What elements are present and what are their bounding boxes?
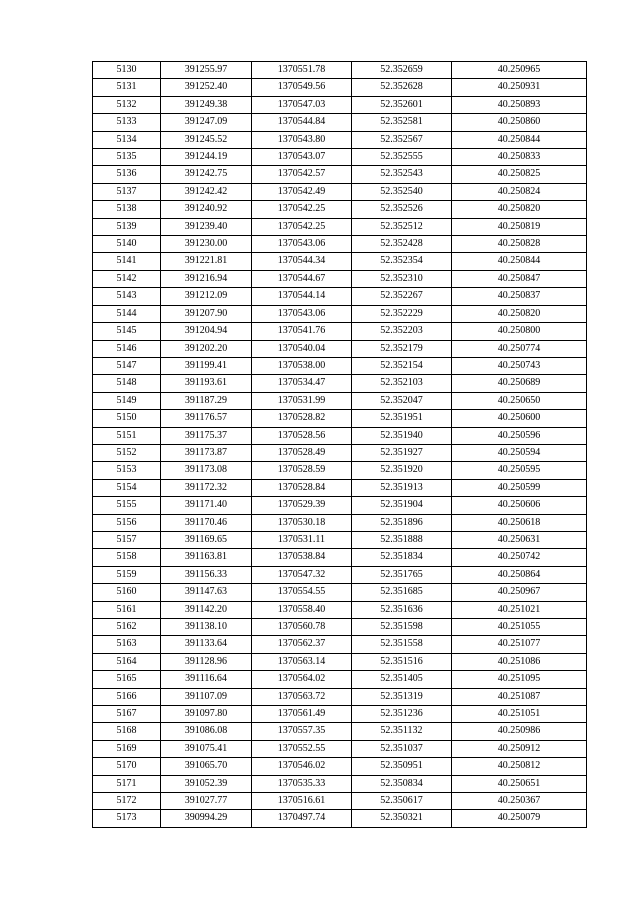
latitude-cell: 52.352555 bbox=[352, 149, 452, 166]
point-number-cell: 5133 bbox=[93, 114, 161, 131]
x-coordinate-cell: 391204.94 bbox=[161, 323, 252, 340]
latitude-cell: 52.352203 bbox=[352, 323, 452, 340]
longitude-cell: 40.250825 bbox=[452, 166, 587, 183]
longitude-cell: 40.250860 bbox=[452, 114, 587, 131]
latitude-cell: 52.351598 bbox=[352, 619, 452, 636]
y-coordinate-cell: 1370542.25 bbox=[252, 201, 352, 218]
table-row bbox=[93, 601, 587, 618]
y-coordinate-cell: 1370516.61 bbox=[252, 793, 352, 810]
table-row bbox=[93, 758, 587, 775]
y-coordinate-cell: 1370534.47 bbox=[252, 375, 352, 392]
table-row bbox=[93, 62, 587, 79]
y-coordinate-cell: 1370557.35 bbox=[252, 723, 352, 740]
point-number-cell: 5142 bbox=[93, 270, 161, 287]
point-number-cell: 5136 bbox=[93, 166, 161, 183]
point-number-cell: 5138 bbox=[93, 201, 161, 218]
latitude-cell: 52.351685 bbox=[352, 584, 452, 601]
y-coordinate-cell: 1370538.00 bbox=[252, 357, 352, 374]
table-row bbox=[93, 444, 587, 461]
longitude-cell: 40.250651 bbox=[452, 775, 587, 792]
x-coordinate-cell: 391133.64 bbox=[161, 636, 252, 653]
latitude-cell: 52.352428 bbox=[352, 236, 452, 253]
longitude-cell: 40.250820 bbox=[452, 305, 587, 322]
longitude-cell: 40.251086 bbox=[452, 653, 587, 670]
x-coordinate-cell: 391170.46 bbox=[161, 514, 252, 531]
x-coordinate-cell: 391142.20 bbox=[161, 601, 252, 618]
latitude-cell: 52.352229 bbox=[352, 305, 452, 322]
y-coordinate-cell: 1370528.49 bbox=[252, 444, 352, 461]
table-row bbox=[93, 323, 587, 340]
table-row bbox=[93, 706, 587, 723]
longitude-cell: 40.251095 bbox=[452, 671, 587, 688]
longitude-cell: 40.250965 bbox=[452, 62, 587, 79]
point-number-cell: 5130 bbox=[93, 62, 161, 79]
point-number-cell: 5150 bbox=[93, 410, 161, 427]
latitude-cell: 52.352103 bbox=[352, 375, 452, 392]
point-number-cell: 5159 bbox=[93, 566, 161, 583]
longitude-cell: 40.250596 bbox=[452, 427, 587, 444]
y-coordinate-cell: 1370541.76 bbox=[252, 323, 352, 340]
x-coordinate-cell: 391027.77 bbox=[161, 793, 252, 810]
point-number-cell: 5158 bbox=[93, 549, 161, 566]
longitude-cell: 40.250824 bbox=[452, 183, 587, 200]
x-coordinate-cell: 391173.08 bbox=[161, 462, 252, 479]
x-coordinate-cell: 391075.41 bbox=[161, 740, 252, 757]
y-coordinate-cell: 1370530.18 bbox=[252, 514, 352, 531]
longitude-cell: 40.250893 bbox=[452, 96, 587, 113]
y-coordinate-cell: 1370546.02 bbox=[252, 758, 352, 775]
x-coordinate-cell: 391138.10 bbox=[161, 619, 252, 636]
longitude-cell: 40.250742 bbox=[452, 549, 587, 566]
table-row bbox=[93, 149, 587, 166]
latitude-cell: 52.352354 bbox=[352, 253, 452, 270]
x-coordinate-cell: 391245.52 bbox=[161, 131, 252, 148]
x-coordinate-cell: 391175.37 bbox=[161, 427, 252, 444]
latitude-cell: 52.352047 bbox=[352, 392, 452, 409]
y-coordinate-cell: 1370542.57 bbox=[252, 166, 352, 183]
y-coordinate-cell: 1370528.56 bbox=[252, 427, 352, 444]
x-coordinate-cell: 391173.87 bbox=[161, 444, 252, 461]
latitude-cell: 52.352154 bbox=[352, 357, 452, 374]
latitude-cell: 52.350617 bbox=[352, 793, 452, 810]
table-row bbox=[93, 723, 587, 740]
y-coordinate-cell: 1370528.59 bbox=[252, 462, 352, 479]
latitude-cell: 52.351765 bbox=[352, 566, 452, 583]
x-coordinate-cell: 391240.92 bbox=[161, 201, 252, 218]
latitude-cell: 52.351951 bbox=[352, 410, 452, 427]
longitude-cell: 40.250828 bbox=[452, 236, 587, 253]
y-coordinate-cell: 1370549.56 bbox=[252, 79, 352, 96]
x-coordinate-cell: 391247.09 bbox=[161, 114, 252, 131]
latitude-cell: 52.352659 bbox=[352, 62, 452, 79]
longitude-cell: 40.251021 bbox=[452, 601, 587, 618]
longitude-cell: 40.250594 bbox=[452, 444, 587, 461]
longitude-cell: 40.250743 bbox=[452, 357, 587, 374]
longitude-cell: 40.250599 bbox=[452, 479, 587, 496]
point-number-cell: 5147 bbox=[93, 357, 161, 374]
point-number-cell: 5169 bbox=[93, 740, 161, 757]
coordinates-table-body bbox=[93, 62, 587, 828]
point-number-cell: 5157 bbox=[93, 531, 161, 548]
point-number-cell: 5149 bbox=[93, 392, 161, 409]
point-number-cell: 5146 bbox=[93, 340, 161, 357]
y-coordinate-cell: 1370531.11 bbox=[252, 531, 352, 548]
longitude-cell: 40.250367 bbox=[452, 793, 587, 810]
latitude-cell: 52.351913 bbox=[352, 479, 452, 496]
x-coordinate-cell: 390994.29 bbox=[161, 810, 252, 827]
table-row bbox=[93, 462, 587, 479]
x-coordinate-cell: 391107.09 bbox=[161, 688, 252, 705]
x-coordinate-cell: 391199.41 bbox=[161, 357, 252, 374]
longitude-cell: 40.250650 bbox=[452, 392, 587, 409]
longitude-cell: 40.250864 bbox=[452, 566, 587, 583]
y-coordinate-cell: 1370563.14 bbox=[252, 653, 352, 670]
longitude-cell: 40.250774 bbox=[452, 340, 587, 357]
longitude-cell: 40.250986 bbox=[452, 723, 587, 740]
table-row bbox=[93, 775, 587, 792]
point-number-cell: 5154 bbox=[93, 479, 161, 496]
x-coordinate-cell: 391169.65 bbox=[161, 531, 252, 548]
point-number-cell: 5160 bbox=[93, 584, 161, 601]
y-coordinate-cell: 1370543.06 bbox=[252, 305, 352, 322]
latitude-cell: 52.350834 bbox=[352, 775, 452, 792]
x-coordinate-cell: 391172.32 bbox=[161, 479, 252, 496]
x-coordinate-cell: 391147.63 bbox=[161, 584, 252, 601]
x-coordinate-cell: 391128.96 bbox=[161, 653, 252, 670]
x-coordinate-cell: 391230.00 bbox=[161, 236, 252, 253]
x-coordinate-cell: 391249.38 bbox=[161, 96, 252, 113]
point-number-cell: 5137 bbox=[93, 183, 161, 200]
x-coordinate-cell: 391255.97 bbox=[161, 62, 252, 79]
longitude-cell: 40.250844 bbox=[452, 131, 587, 148]
x-coordinate-cell: 391244.19 bbox=[161, 149, 252, 166]
point-number-cell: 5143 bbox=[93, 288, 161, 305]
latitude-cell: 52.351236 bbox=[352, 706, 452, 723]
point-number-cell: 5170 bbox=[93, 758, 161, 775]
latitude-cell: 52.352267 bbox=[352, 288, 452, 305]
table-row bbox=[93, 166, 587, 183]
table-row bbox=[93, 810, 587, 827]
latitude-cell: 52.351920 bbox=[352, 462, 452, 479]
table-row bbox=[93, 340, 587, 357]
longitude-cell: 40.250912 bbox=[452, 740, 587, 757]
table-row bbox=[93, 671, 587, 688]
table-row bbox=[93, 653, 587, 670]
point-number-cell: 5167 bbox=[93, 706, 161, 723]
y-coordinate-cell: 1370528.82 bbox=[252, 410, 352, 427]
x-coordinate-cell: 391097.80 bbox=[161, 706, 252, 723]
longitude-cell: 40.250847 bbox=[452, 270, 587, 287]
point-number-cell: 5152 bbox=[93, 444, 161, 461]
table-row bbox=[93, 270, 587, 287]
latitude-cell: 52.352512 bbox=[352, 218, 452, 235]
longitude-cell: 40.250618 bbox=[452, 514, 587, 531]
table-row bbox=[93, 619, 587, 636]
latitude-cell: 52.350321 bbox=[352, 810, 452, 827]
table-row bbox=[93, 549, 587, 566]
table-row bbox=[93, 114, 587, 131]
point-number-cell: 5166 bbox=[93, 688, 161, 705]
latitude-cell: 52.351927 bbox=[352, 444, 452, 461]
point-number-cell: 5172 bbox=[93, 793, 161, 810]
table-row bbox=[93, 740, 587, 757]
table-row bbox=[93, 392, 587, 409]
longitude-cell: 40.250800 bbox=[452, 323, 587, 340]
table-row bbox=[93, 497, 587, 514]
latitude-cell: 52.352543 bbox=[352, 166, 452, 183]
point-number-cell: 5151 bbox=[93, 427, 161, 444]
point-number-cell: 5155 bbox=[93, 497, 161, 514]
longitude-cell: 40.251055 bbox=[452, 619, 587, 636]
y-coordinate-cell: 1370564.02 bbox=[252, 671, 352, 688]
coordinates-table bbox=[92, 61, 587, 828]
point-number-cell: 5156 bbox=[93, 514, 161, 531]
latitude-cell: 52.352526 bbox=[352, 201, 452, 218]
y-coordinate-cell: 1370560.78 bbox=[252, 619, 352, 636]
table-row bbox=[93, 288, 587, 305]
table-row bbox=[93, 201, 587, 218]
longitude-cell: 40.251051 bbox=[452, 706, 587, 723]
longitude-cell: 40.251077 bbox=[452, 636, 587, 653]
longitude-cell: 40.250595 bbox=[452, 462, 587, 479]
point-number-cell: 5135 bbox=[93, 149, 161, 166]
y-coordinate-cell: 1370552.55 bbox=[252, 740, 352, 757]
latitude-cell: 52.351636 bbox=[352, 601, 452, 618]
latitude-cell: 52.351896 bbox=[352, 514, 452, 531]
point-number-cell: 5164 bbox=[93, 653, 161, 670]
x-coordinate-cell: 391193.61 bbox=[161, 375, 252, 392]
latitude-cell: 52.351516 bbox=[352, 653, 452, 670]
x-coordinate-cell: 391187.29 bbox=[161, 392, 252, 409]
latitude-cell: 52.352628 bbox=[352, 79, 452, 96]
y-coordinate-cell: 1370544.34 bbox=[252, 253, 352, 270]
point-number-cell: 5141 bbox=[93, 253, 161, 270]
point-number-cell: 5140 bbox=[93, 236, 161, 253]
y-coordinate-cell: 1370554.55 bbox=[252, 584, 352, 601]
y-coordinate-cell: 1370543.80 bbox=[252, 131, 352, 148]
x-coordinate-cell: 391221.81 bbox=[161, 253, 252, 270]
latitude-cell: 52.351558 bbox=[352, 636, 452, 653]
latitude-cell: 52.352581 bbox=[352, 114, 452, 131]
y-coordinate-cell: 1370540.04 bbox=[252, 340, 352, 357]
table-row bbox=[93, 410, 587, 427]
point-number-cell: 5163 bbox=[93, 636, 161, 653]
y-coordinate-cell: 1370531.99 bbox=[252, 392, 352, 409]
table-row bbox=[93, 531, 587, 548]
y-coordinate-cell: 1370542.49 bbox=[252, 183, 352, 200]
point-number-cell: 5139 bbox=[93, 218, 161, 235]
latitude-cell: 52.351888 bbox=[352, 531, 452, 548]
table-row bbox=[93, 566, 587, 583]
table-row bbox=[93, 357, 587, 374]
latitude-cell: 52.352567 bbox=[352, 131, 452, 148]
longitude-cell: 40.250689 bbox=[452, 375, 587, 392]
y-coordinate-cell: 1370551.78 bbox=[252, 62, 352, 79]
y-coordinate-cell: 1370562.37 bbox=[252, 636, 352, 653]
y-coordinate-cell: 1370544.84 bbox=[252, 114, 352, 131]
x-coordinate-cell: 391156.33 bbox=[161, 566, 252, 583]
point-number-cell: 5131 bbox=[93, 79, 161, 96]
x-coordinate-cell: 391242.42 bbox=[161, 183, 252, 200]
x-coordinate-cell: 391242.75 bbox=[161, 166, 252, 183]
longitude-cell: 40.250819 bbox=[452, 218, 587, 235]
latitude-cell: 52.351132 bbox=[352, 723, 452, 740]
table-row bbox=[93, 688, 587, 705]
longitude-cell: 40.250079 bbox=[452, 810, 587, 827]
latitude-cell: 52.352540 bbox=[352, 183, 452, 200]
longitude-cell: 40.250837 bbox=[452, 288, 587, 305]
y-coordinate-cell: 1370563.72 bbox=[252, 688, 352, 705]
longitude-cell: 40.250820 bbox=[452, 201, 587, 218]
y-coordinate-cell: 1370542.25 bbox=[252, 218, 352, 235]
x-coordinate-cell: 391116.64 bbox=[161, 671, 252, 688]
table-row bbox=[93, 236, 587, 253]
y-coordinate-cell: 1370535.33 bbox=[252, 775, 352, 792]
x-coordinate-cell: 391065.70 bbox=[161, 758, 252, 775]
point-number-cell: 5168 bbox=[93, 723, 161, 740]
longitude-cell: 40.250931 bbox=[452, 79, 587, 96]
x-coordinate-cell: 391176.57 bbox=[161, 410, 252, 427]
table-row bbox=[93, 793, 587, 810]
table-row bbox=[93, 636, 587, 653]
y-coordinate-cell: 1370543.07 bbox=[252, 149, 352, 166]
latitude-cell: 52.351904 bbox=[352, 497, 452, 514]
table-row bbox=[93, 427, 587, 444]
x-coordinate-cell: 391052.39 bbox=[161, 775, 252, 792]
point-number-cell: 5161 bbox=[93, 601, 161, 618]
point-number-cell: 5148 bbox=[93, 375, 161, 392]
table-row bbox=[93, 218, 587, 235]
table-row bbox=[93, 253, 587, 270]
x-coordinate-cell: 391171.40 bbox=[161, 497, 252, 514]
table-row bbox=[93, 131, 587, 148]
latitude-cell: 52.351940 bbox=[352, 427, 452, 444]
table-row bbox=[93, 96, 587, 113]
x-coordinate-cell: 391207.90 bbox=[161, 305, 252, 322]
point-number-cell: 5134 bbox=[93, 131, 161, 148]
longitude-cell: 40.250967 bbox=[452, 584, 587, 601]
point-number-cell: 5132 bbox=[93, 96, 161, 113]
y-coordinate-cell: 1370528.84 bbox=[252, 479, 352, 496]
point-number-cell: 5145 bbox=[93, 323, 161, 340]
x-coordinate-cell: 391202.20 bbox=[161, 340, 252, 357]
y-coordinate-cell: 1370547.32 bbox=[252, 566, 352, 583]
longitude-cell: 40.250631 bbox=[452, 531, 587, 548]
longitude-cell: 40.250600 bbox=[452, 410, 587, 427]
table-row bbox=[93, 584, 587, 601]
y-coordinate-cell: 1370547.03 bbox=[252, 96, 352, 113]
latitude-cell: 52.351834 bbox=[352, 549, 452, 566]
point-number-cell: 5162 bbox=[93, 619, 161, 636]
x-coordinate-cell: 391239.40 bbox=[161, 218, 252, 235]
y-coordinate-cell: 1370544.67 bbox=[252, 270, 352, 287]
longitude-cell: 40.251087 bbox=[452, 688, 587, 705]
y-coordinate-cell: 1370538.84 bbox=[252, 549, 352, 566]
latitude-cell: 52.351405 bbox=[352, 671, 452, 688]
y-coordinate-cell: 1370497.74 bbox=[252, 810, 352, 827]
point-number-cell: 5144 bbox=[93, 305, 161, 322]
x-coordinate-cell: 391216.94 bbox=[161, 270, 252, 287]
point-number-cell: 5173 bbox=[93, 810, 161, 827]
y-coordinate-cell: 1370529.39 bbox=[252, 497, 352, 514]
longitude-cell: 40.250812 bbox=[452, 758, 587, 775]
latitude-cell: 52.351319 bbox=[352, 688, 452, 705]
longitude-cell: 40.250606 bbox=[452, 497, 587, 514]
longitude-cell: 40.250844 bbox=[452, 253, 587, 270]
latitude-cell: 52.352179 bbox=[352, 340, 452, 357]
table-row bbox=[93, 79, 587, 96]
latitude-cell: 52.350951 bbox=[352, 758, 452, 775]
y-coordinate-cell: 1370544.14 bbox=[252, 288, 352, 305]
y-coordinate-cell: 1370558.40 bbox=[252, 601, 352, 618]
latitude-cell: 52.352310 bbox=[352, 270, 452, 287]
table-row bbox=[93, 375, 587, 392]
table-row bbox=[93, 479, 587, 496]
point-number-cell: 5165 bbox=[93, 671, 161, 688]
y-coordinate-cell: 1370543.06 bbox=[252, 236, 352, 253]
table-row bbox=[93, 183, 587, 200]
point-number-cell: 5171 bbox=[93, 775, 161, 792]
longitude-cell: 40.250833 bbox=[452, 149, 587, 166]
x-coordinate-cell: 391163.81 bbox=[161, 549, 252, 566]
x-coordinate-cell: 391212.09 bbox=[161, 288, 252, 305]
point-number-cell: 5153 bbox=[93, 462, 161, 479]
latitude-cell: 52.352601 bbox=[352, 96, 452, 113]
table-row bbox=[93, 305, 587, 322]
y-coordinate-cell: 1370561.49 bbox=[252, 706, 352, 723]
table-row bbox=[93, 514, 587, 531]
x-coordinate-cell: 391252.40 bbox=[161, 79, 252, 96]
latitude-cell: 52.351037 bbox=[352, 740, 452, 757]
x-coordinate-cell: 391086.08 bbox=[161, 723, 252, 740]
